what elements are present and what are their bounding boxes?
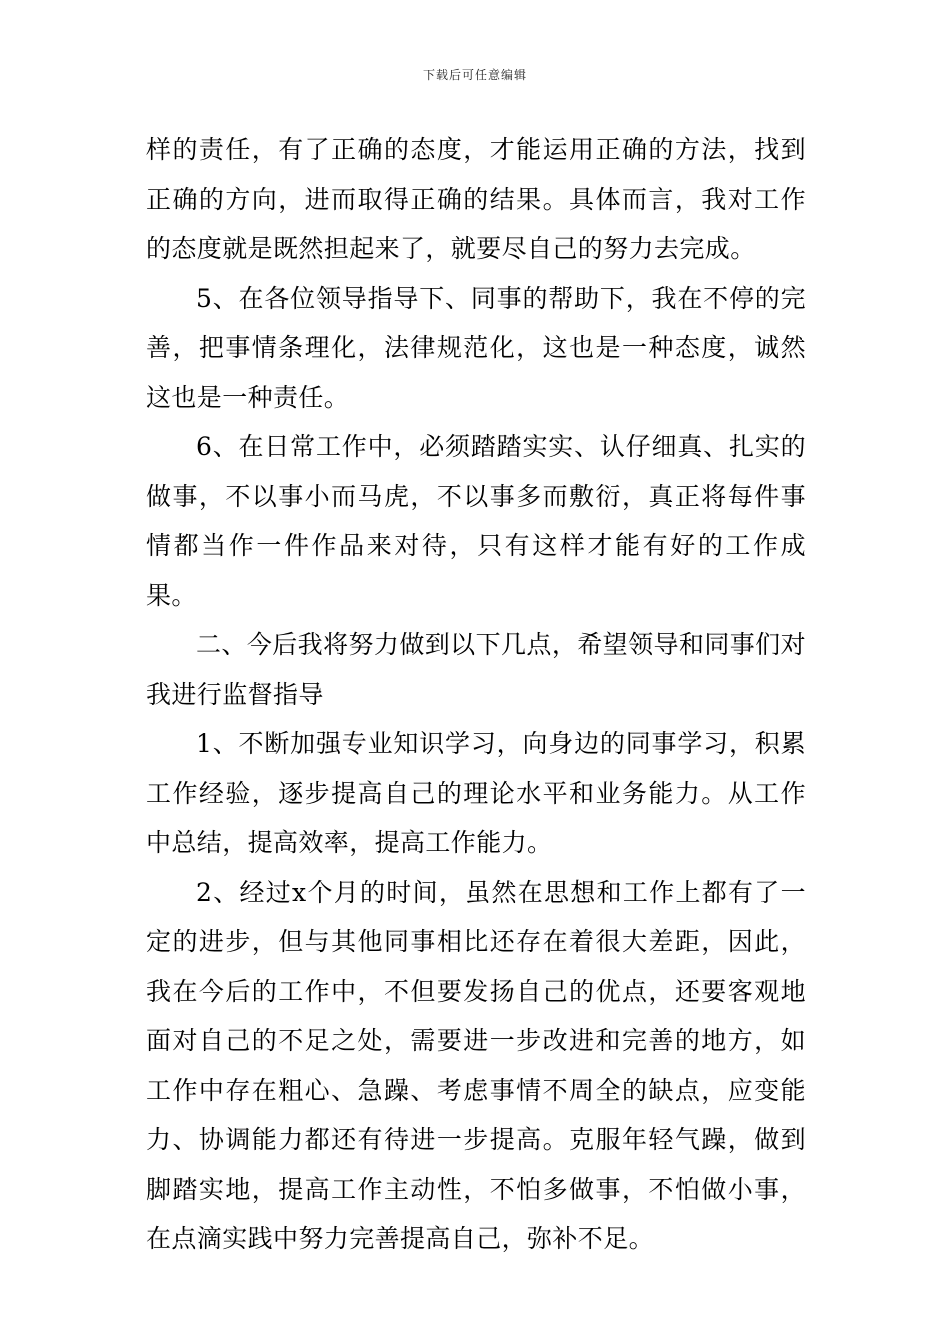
section-heading-two: 二、今后我将努力做到以下几点，希望领导和同事们对我进行监督指导 xyxy=(146,630,806,709)
paragraph-item-1: 1、不断加强专业知识学习，向身边的同事学习，积累工作经验，逐步提高自己的理论水平和业务能力。从工作中总结，提高效率，提高工作能力。 xyxy=(146,729,806,857)
paragraph-item-5: 5、在各位领导指导下、同事的帮助下，我在不停的完善，把事情条理化，法律规范化，这也是一种态度，诚然这也是一种责任。 xyxy=(146,283,806,412)
paragraph-item-6: 6、在日常工作中，必须踏踏实实、认仔细真、扎实的做事，不以事小而马虎，不以事多而敷衍，真正将每件事情都当作一件作品来对待，只有这样才能有好的工作成果。 xyxy=(146,432,806,610)
header-note: 下载后可任意编辑 xyxy=(422,68,527,82)
document-body xyxy=(146,125,806,1264)
paragraph-continuation: 样的责任，有了正确的态度，才能运用正确的方法，找到正确的方向，进而取得正确的结果。具体而言，我对工作的态度就是既然担起来了，就要尽自己的努力去完成。 xyxy=(146,135,806,263)
paragraph-item-2: 2、经过x个月的时间，虽然在思想和工作上都有了一定的进步，但与其他同事相比还存在着很大差距，因此，我在今后的工作中，不但要发扬自己的优点，还要客观地面对自己的不足之处，需要进一步改进和完善的地方，如工作中存在粗心、急躁、考虑事情不周全的缺点，应变能力、协调能力都还有待进一步提高。克服年轻气躁，做到脚踏实地，提高工作主动性，不怕多做事，不怕做小事，在点滴实践中努力完善提高自己，弥补不足。 xyxy=(146,877,806,1253)
